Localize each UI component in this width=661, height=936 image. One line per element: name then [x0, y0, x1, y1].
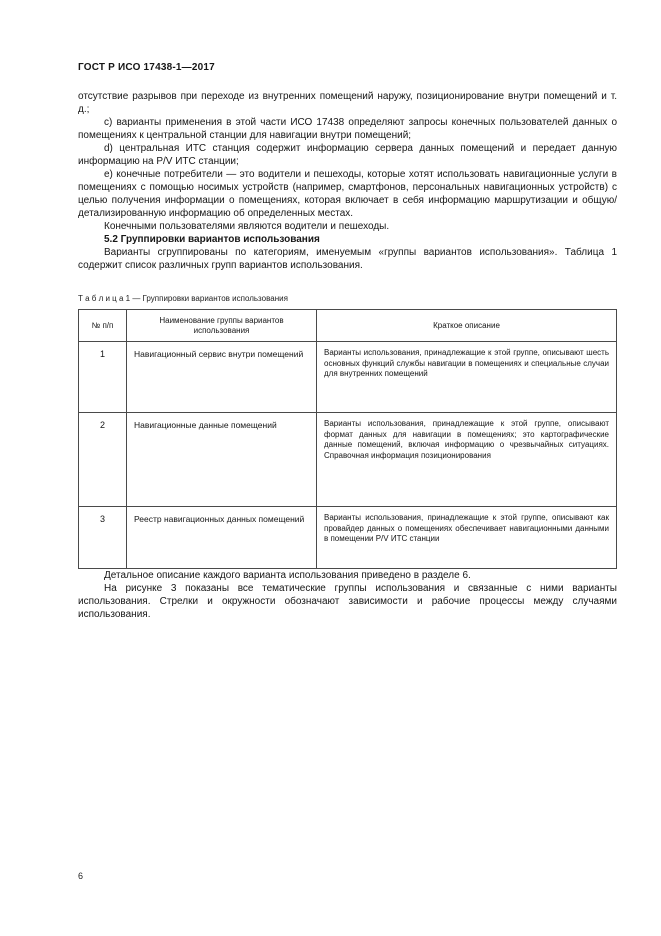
- table-row: [79, 342, 617, 413]
- group-name-cell: Навигационные данные помещений: [127, 413, 317, 507]
- group-description-cell: Варианты использования, принадлежащие к этой группе, описывают формат данных для навигации в помещениях; это картографические данные помещений, включая информацию о чрезвычайных ситуациях. Справочная информация позиционирования: [317, 413, 617, 507]
- table-header-num: № п/п: [79, 310, 127, 342]
- row-number-cell: 2: [79, 413, 127, 507]
- table-header-row: [79, 310, 617, 342]
- group-name-cell: Навигационный сервис внутри помещений: [127, 342, 317, 413]
- group-description-cell: Варианты использования, принадлежащие к этой группе, описывают как провайдер данных о помещениях обеспечивает навигационными данными в помещении Р/V ИТС станции: [317, 507, 617, 569]
- paragraph-detail-reference: Детальное описание каждого варианта использования приведено в разделе 6.: [104, 570, 471, 581]
- table-row: [79, 413, 617, 507]
- document-title-header: ГОСТ Р ИСО 17438-1—2017: [78, 62, 215, 73]
- use-case-groups-table: [78, 309, 617, 569]
- table-header-desc: Краткое описание: [317, 310, 617, 342]
- row-number-cell: 3: [79, 507, 127, 569]
- paragraph-intro-continuation: отсутствие разрывов при переходе из внутренних помещений наружу, позиционирование внутри помещений и т. д.;: [78, 91, 617, 115]
- document-body: [78, 90, 617, 621]
- table-header-name: Наименование группы вариантов использования: [127, 310, 317, 342]
- group-description-cell: Варианты использования, принадлежащие к этой группе, описывают шесть основных функций службы навигации в помещениях и специальные случаи для внутренних помещений: [317, 342, 617, 413]
- paragraph-end-users: Конечными пользователями являются водители и пешеходы.: [104, 221, 390, 232]
- paragraph-figure-reference: На рисунке 3 показаны все тематические группы использования и связанные с ними варианты использования. Стрелки и окружности обозначают зависимости и рабочие процессы между случаями использования.: [78, 583, 617, 620]
- table-row: [79, 507, 617, 569]
- list-item-d: d) центральная ИТС станция содержит информацию сервера данных помещений и передает данную информацию на Р/V ИТС станции;: [78, 143, 617, 167]
- paragraph-section-intro: Варианты сгруппированы по категориям, именуемым «группы вариантов использования». Таблица 1 содержит список различных групп вариантов использования.: [78, 247, 617, 271]
- list-item-c: c) варианты применения в этой части ИСО 17438 определяют запросы конечных пользователей данных о помещениях к центральной станции для навигации внутри помещений;: [78, 117, 617, 141]
- group-name-cell: Реестр навигационных данных помещений: [127, 507, 317, 569]
- page-number: 6: [78, 871, 84, 881]
- list-item-e: e) конечные потребители — это водители и пешеходы, которые хотят использовать навигационные услуги в помещениях с помощью носимых устройств (например, смартфонов, персональных навигационных устройств) с целью получения информации о помещениях, которая включает в себя информацию маршрутизации и общую/детализированную информацию об определенных местах.: [78, 169, 617, 219]
- table-caption: Т а б л и ц а 1 — Группировки вариантов использования: [78, 294, 288, 303]
- row-number-cell: 1: [79, 342, 127, 413]
- section-heading-5-2: 5.2 Группировки вариантов использования: [104, 234, 320, 245]
